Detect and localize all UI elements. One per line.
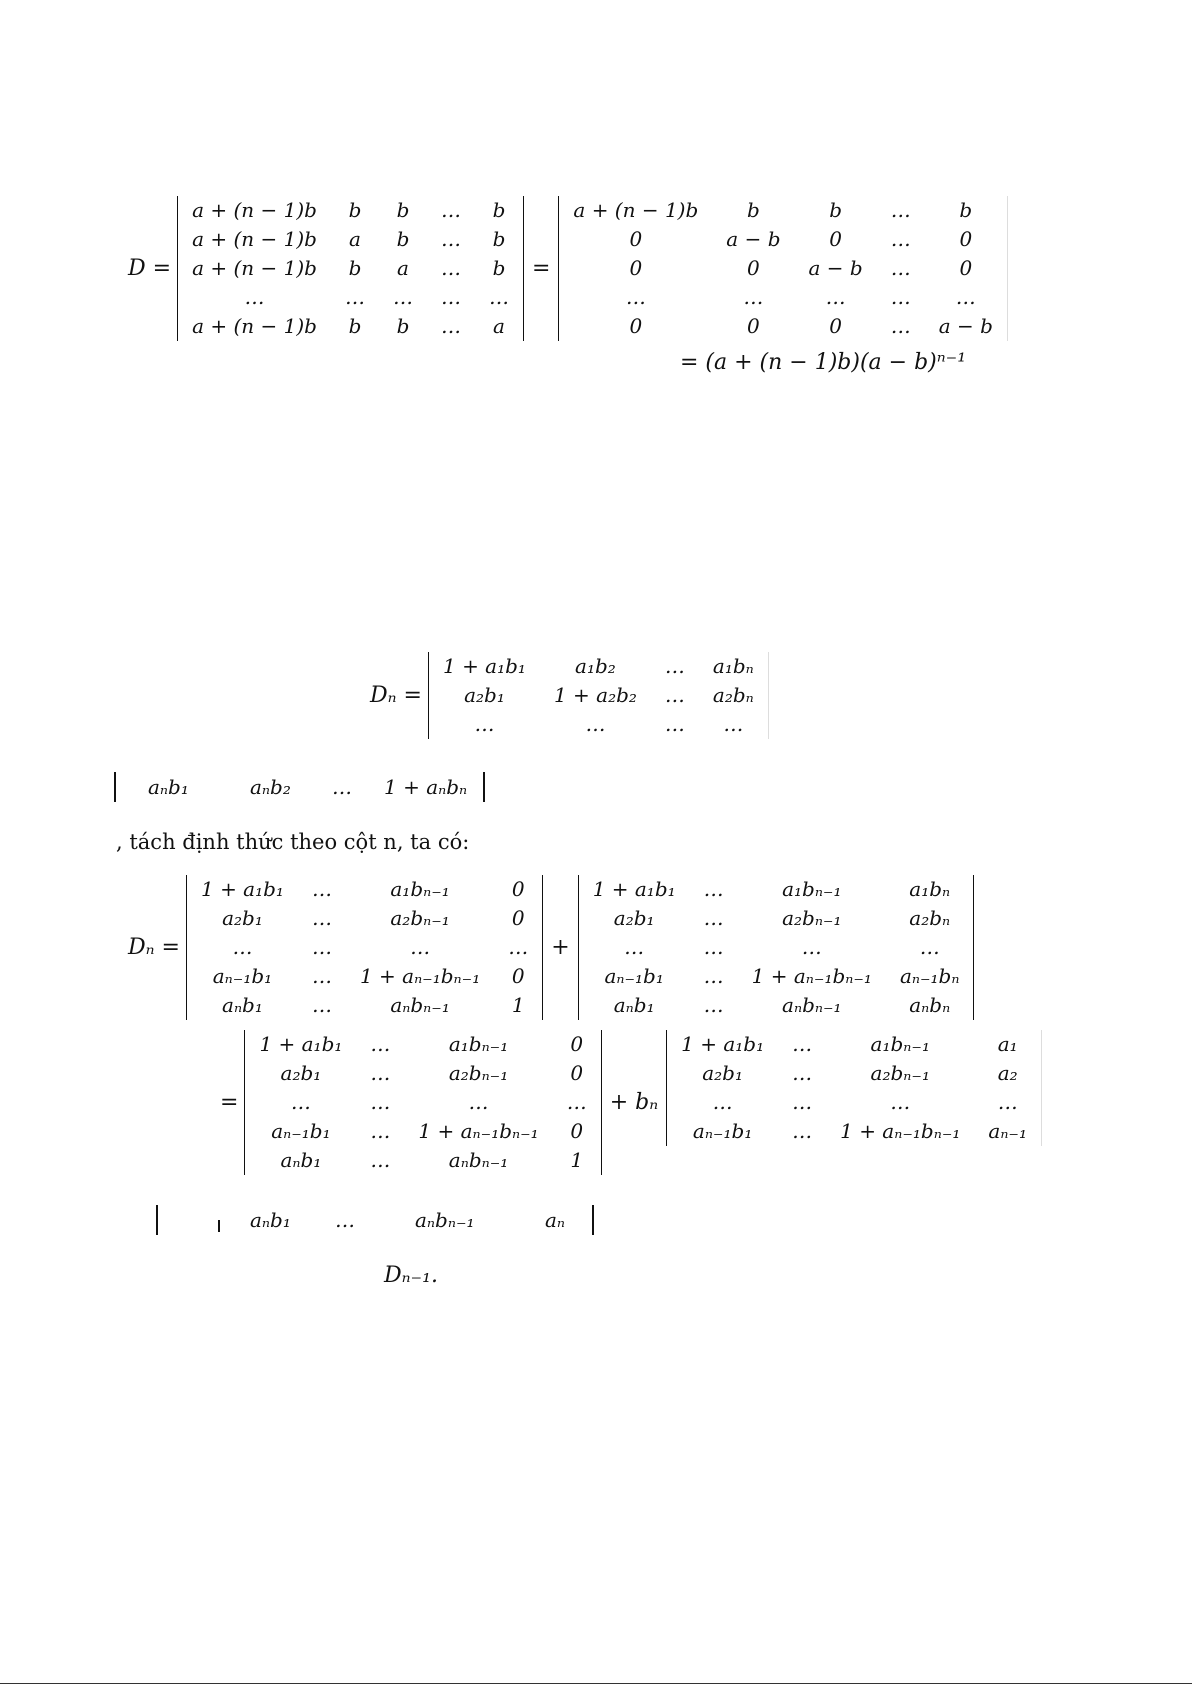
matrix-cell: … xyxy=(344,285,365,309)
matrix-cell: aₙ₋₁bₙ xyxy=(899,964,960,988)
matrix-row xyxy=(245,1059,600,1088)
matrix-cell: … xyxy=(508,935,529,959)
eq1-equals: = xyxy=(531,256,551,281)
matrix-cell: … xyxy=(625,285,646,309)
eq2-lhs: Dₙ = xyxy=(370,683,422,708)
matrix-row xyxy=(559,254,1007,283)
matrix-cell: a − b xyxy=(938,314,993,338)
tail-d-n-minus-1: Dₙ₋₁. xyxy=(384,1263,438,1288)
matrix-cell: 0 xyxy=(959,256,973,280)
matrix-cell: aₙbₙ₋₁ xyxy=(448,1148,509,1172)
matrix-row xyxy=(667,1059,1041,1088)
matrix-row xyxy=(245,1030,600,1059)
matrix-cell: … xyxy=(370,1119,391,1143)
matrix-cell: a + (n − 1)b xyxy=(192,198,317,222)
matrix-cell: a₂b₁ xyxy=(702,1061,743,1085)
matrix-cell: 1 + aₙ₋₁bₙ₋₁ xyxy=(418,1119,539,1143)
matrix-cell: aₙb₁ xyxy=(280,1148,322,1172)
eq3-plus: + xyxy=(551,935,570,960)
matrix-cell: 0 xyxy=(511,964,525,988)
matrix-cell: … xyxy=(703,935,724,959)
equation-2 xyxy=(370,652,769,739)
matrix-cell: … xyxy=(370,1061,391,1085)
matrix-cell: … xyxy=(488,285,509,309)
matrix-cell: aₙbₙ₋₁ xyxy=(782,993,842,1017)
matrix-cell: … xyxy=(440,227,461,251)
eq2-row-cell-1: aₙb₁ xyxy=(148,775,189,799)
matrix-cell: 1 xyxy=(570,1148,584,1172)
matrix-cell: a₁bₙ₋₁ xyxy=(782,877,842,901)
eq4-plus-bn: + bₙ xyxy=(609,1090,659,1115)
matrix-cell: b xyxy=(348,256,362,280)
matrix-cell: 1 + a₁b₁ xyxy=(200,877,284,901)
matrix-cell: … xyxy=(311,906,332,930)
matrix-cell: 0 xyxy=(570,1032,584,1056)
matrix-cell: a + (n − 1)b xyxy=(573,198,699,222)
matrix-cell: … xyxy=(370,1148,391,1172)
matrix-row xyxy=(429,652,768,681)
matrix-cell: … xyxy=(703,993,724,1017)
matrix-cell: 0 xyxy=(829,314,842,338)
eq4-row-right-bar xyxy=(592,1205,594,1235)
matrix-cell: … xyxy=(290,1090,311,1114)
matrix-cell: b xyxy=(492,227,506,251)
matrix-row xyxy=(245,1117,600,1146)
matrix-cell: 0 xyxy=(570,1119,584,1143)
matrix-row xyxy=(667,1088,1041,1117)
matrix-row xyxy=(559,312,1007,341)
matrix-cell: a₂bₙ₋₁ xyxy=(782,906,842,930)
matrix-row xyxy=(579,962,974,991)
matrix-cell: a₁bₙ₋₁ xyxy=(870,1032,930,1056)
eq2-matrix xyxy=(428,652,769,739)
matrix-cell: … xyxy=(890,285,911,309)
matrix-row xyxy=(559,225,1007,254)
matrix-cell: … xyxy=(232,935,253,959)
eq2-row-cell-4: 1 + aₙbₙ xyxy=(384,775,468,799)
matrix-cell: 0 xyxy=(511,906,525,930)
eq2-row-right-bar xyxy=(483,772,485,802)
matrix-cell: a₂bₙ₋₁ xyxy=(870,1061,930,1085)
matrix-cell: … xyxy=(468,1090,489,1114)
matrix-cell: … xyxy=(664,683,685,707)
matrix-row xyxy=(579,875,974,904)
matrix-cell: … xyxy=(890,256,911,280)
matrix-cell: … xyxy=(440,198,461,222)
matrix-cell: … xyxy=(792,1119,813,1143)
eq4-lhs: = xyxy=(220,1090,239,1115)
matrix-cell: aₙ₋₁b₁ xyxy=(604,964,664,988)
matrix-row xyxy=(579,991,974,1020)
eq2-row-cell-2: aₙb₂ xyxy=(250,775,291,799)
matrix-cell: aₙ₋₁b₁ xyxy=(212,964,273,988)
matrix-cell: a + (n − 1)b xyxy=(192,227,317,251)
matrix-cell: … xyxy=(890,314,911,338)
matrix-cell: a + (n − 1)b xyxy=(192,256,317,280)
matrix-cell: a + (n − 1)b xyxy=(192,314,317,338)
matrix-cell: 0 xyxy=(570,1061,584,1085)
eq4-row-left-bar xyxy=(156,1205,158,1235)
matrix-cell: … xyxy=(566,1090,587,1114)
matrix-cell: a₁ xyxy=(997,1032,1018,1056)
matrix-cell: … xyxy=(703,877,724,901)
matrix-cell: b xyxy=(348,314,362,338)
matrix-cell: b xyxy=(492,198,506,222)
matrix-cell: … xyxy=(370,1032,391,1056)
page-bottom-rule xyxy=(0,1683,1192,1684)
matrix-row xyxy=(429,681,768,710)
matrix-cell: a − b xyxy=(726,227,781,251)
eq4-matrix-2 xyxy=(666,1030,1042,1146)
matrix-cell: … xyxy=(955,285,976,309)
eq1-matrix-2 xyxy=(558,196,1008,341)
matrix-cell: 1 + a₁b₁ xyxy=(259,1032,343,1056)
eq1-matrix-1 xyxy=(177,196,524,341)
matrix-cell: 0 xyxy=(829,227,842,251)
matrix-cell: … xyxy=(890,227,911,251)
matrix-cell: … xyxy=(801,935,822,959)
matrix-cell: b xyxy=(746,198,760,222)
matrix-row xyxy=(178,254,523,283)
matrix-cell: … xyxy=(311,935,332,959)
eq2-row-cell-3: … xyxy=(332,775,352,799)
matrix-row xyxy=(178,196,523,225)
matrix-cell: b xyxy=(829,198,842,222)
matrix-row xyxy=(559,196,1007,225)
matrix-cell: 1 xyxy=(511,993,525,1017)
matrix-cell: … xyxy=(664,654,685,678)
matrix-row xyxy=(187,875,542,904)
matrix-cell: … xyxy=(825,285,846,309)
matrix-cell: a − b xyxy=(808,256,863,280)
matrix-cell: 1 + a₁b₁ xyxy=(592,877,676,901)
matrix-cell: … xyxy=(890,1090,911,1114)
eq3-matrix-1 xyxy=(186,875,543,1020)
matrix-cell: … xyxy=(311,993,332,1017)
matrix-cell: b xyxy=(396,314,410,338)
matrix-cell: aₙ₋₁b₁ xyxy=(271,1119,331,1143)
matrix-cell: a₁bₙ xyxy=(712,654,754,678)
matrix-cell: a xyxy=(397,256,409,280)
eq2-row-left-bar xyxy=(114,772,116,802)
matrix-cell: a₂ xyxy=(997,1061,1018,1085)
matrix-cell: 0 xyxy=(747,314,760,338)
matrix-cell: … xyxy=(792,1032,813,1056)
matrix-row xyxy=(667,1030,1041,1059)
matrix-cell: a₂b₁ xyxy=(222,906,263,930)
matrix-cell: … xyxy=(392,285,413,309)
matrix-cell: a₁bₙ xyxy=(909,877,951,901)
matrix-cell: 0 xyxy=(747,256,760,280)
matrix-cell: … xyxy=(890,198,911,222)
matrix-cell: … xyxy=(712,1090,733,1114)
matrix-cell: a₂b₁ xyxy=(464,683,505,707)
matrix-cell: 0 xyxy=(629,227,643,251)
matrix-cell: b xyxy=(396,227,410,251)
matrix-cell: aₙb₁ xyxy=(222,993,263,1017)
matrix-row xyxy=(187,904,542,933)
matrix-cell: a₂bₙ₋₁ xyxy=(390,906,450,930)
matrix-row xyxy=(245,1088,600,1117)
matrix-cell: a₂bₙ xyxy=(712,683,754,707)
matrix-cell: a₁bₙ₋₁ xyxy=(448,1032,509,1056)
matrix-cell: b xyxy=(492,256,506,280)
equation-3 xyxy=(128,875,974,1020)
matrix-cell: 0 xyxy=(511,877,525,901)
matrix-cell: 1 + a₁b₁ xyxy=(442,654,526,678)
matrix-row xyxy=(579,933,974,962)
matrix-cell: aₙbₙ xyxy=(909,993,951,1017)
eq4-row-cell-1: aₙb₁ xyxy=(250,1208,291,1232)
equation-4 xyxy=(220,1030,1042,1175)
matrix-row xyxy=(667,1117,1041,1146)
eq3-matrix-2 xyxy=(578,875,975,1020)
matrix-cell: … xyxy=(440,285,461,309)
matrix-cell: a xyxy=(493,314,505,338)
matrix-cell: … xyxy=(703,964,724,988)
matrix-cell: … xyxy=(370,1090,391,1114)
matrix-cell: a₂b₁ xyxy=(613,906,655,930)
matrix-cell: 0 xyxy=(629,256,643,280)
matrix-cell: aₙ₋₁ xyxy=(988,1119,1028,1143)
matrix-row xyxy=(187,991,542,1020)
matrix-cell: … xyxy=(311,964,332,988)
matrix-cell: … xyxy=(440,314,461,338)
matrix-row xyxy=(579,904,974,933)
matrix-cell: a₁b₂ xyxy=(575,654,616,678)
matrix-cell: aₙbₙ₋₁ xyxy=(390,993,450,1017)
matrix-row xyxy=(245,1146,600,1175)
matrix-cell: … xyxy=(919,935,940,959)
matrix-cell: aₙb₁ xyxy=(613,993,655,1017)
eq4-row-cell-2: … xyxy=(335,1208,355,1232)
matrix-cell: … xyxy=(743,285,764,309)
matrix-cell: a₁bₙ₋₁ xyxy=(390,877,450,901)
text-split-determinant: , tách định thức theo cột n, ta có: xyxy=(116,830,470,854)
matrix-row xyxy=(187,962,542,991)
equation-1 xyxy=(128,196,1008,341)
matrix-cell: aₙ₋₁b₁ xyxy=(692,1119,753,1143)
matrix-cell: b xyxy=(959,198,973,222)
matrix-cell: 1 + aₙ₋₁bₙ₋₁ xyxy=(751,964,872,988)
matrix-cell: … xyxy=(410,935,431,959)
matrix-cell: … xyxy=(997,1090,1018,1114)
eq4-row-cell-3: aₙbₙ₋₁ xyxy=(415,1208,475,1232)
matrix-cell: a xyxy=(349,227,361,251)
eq4-matrix-1 xyxy=(244,1030,601,1175)
matrix-row xyxy=(178,312,523,341)
eq1-result: = (a + (n − 1)b)(a − b)ⁿ⁻¹ xyxy=(680,350,967,375)
eq1-lhs: D = xyxy=(128,256,172,281)
matrix-cell: a₂bₙ₋₁ xyxy=(448,1061,509,1085)
matrix-cell: a₂b₁ xyxy=(280,1061,322,1085)
eq4-row-inner-bar xyxy=(218,1220,220,1232)
matrix-cell: 1 + aₙ₋₁bₙ₋₁ xyxy=(359,964,481,988)
matrix-cell: … xyxy=(474,712,495,736)
matrix-cell: … xyxy=(723,712,744,736)
matrix-cell: 0 xyxy=(959,227,973,251)
matrix-cell: … xyxy=(585,712,606,736)
matrix-cell: … xyxy=(244,285,265,309)
matrix-cell: … xyxy=(703,906,724,930)
matrix-row xyxy=(187,933,542,962)
matrix-cell: 0 xyxy=(629,314,643,338)
matrix-row xyxy=(559,283,1007,312)
matrix-row xyxy=(178,283,523,312)
matrix-cell: … xyxy=(440,256,461,280)
matrix-cell: 1 + aₙ₋₁bₙ₋₁ xyxy=(840,1119,961,1143)
matrix-cell: … xyxy=(664,712,685,736)
matrix-cell: … xyxy=(624,935,645,959)
matrix-cell: 1 + a₂b₂ xyxy=(553,683,637,707)
matrix-cell: … xyxy=(792,1090,813,1114)
matrix-cell: 1 + a₁b₁ xyxy=(681,1032,765,1056)
matrix-cell: … xyxy=(311,877,332,901)
matrix-cell: b xyxy=(348,198,362,222)
matrix-cell: a₂bₙ xyxy=(909,906,951,930)
matrix-cell: … xyxy=(792,1061,813,1085)
eq4-row-cell-4: aₙ xyxy=(545,1208,566,1232)
matrix-row xyxy=(429,710,768,739)
matrix-cell: b xyxy=(396,198,410,222)
matrix-row xyxy=(178,225,523,254)
eq3-lhs: Dₙ = xyxy=(128,935,180,960)
